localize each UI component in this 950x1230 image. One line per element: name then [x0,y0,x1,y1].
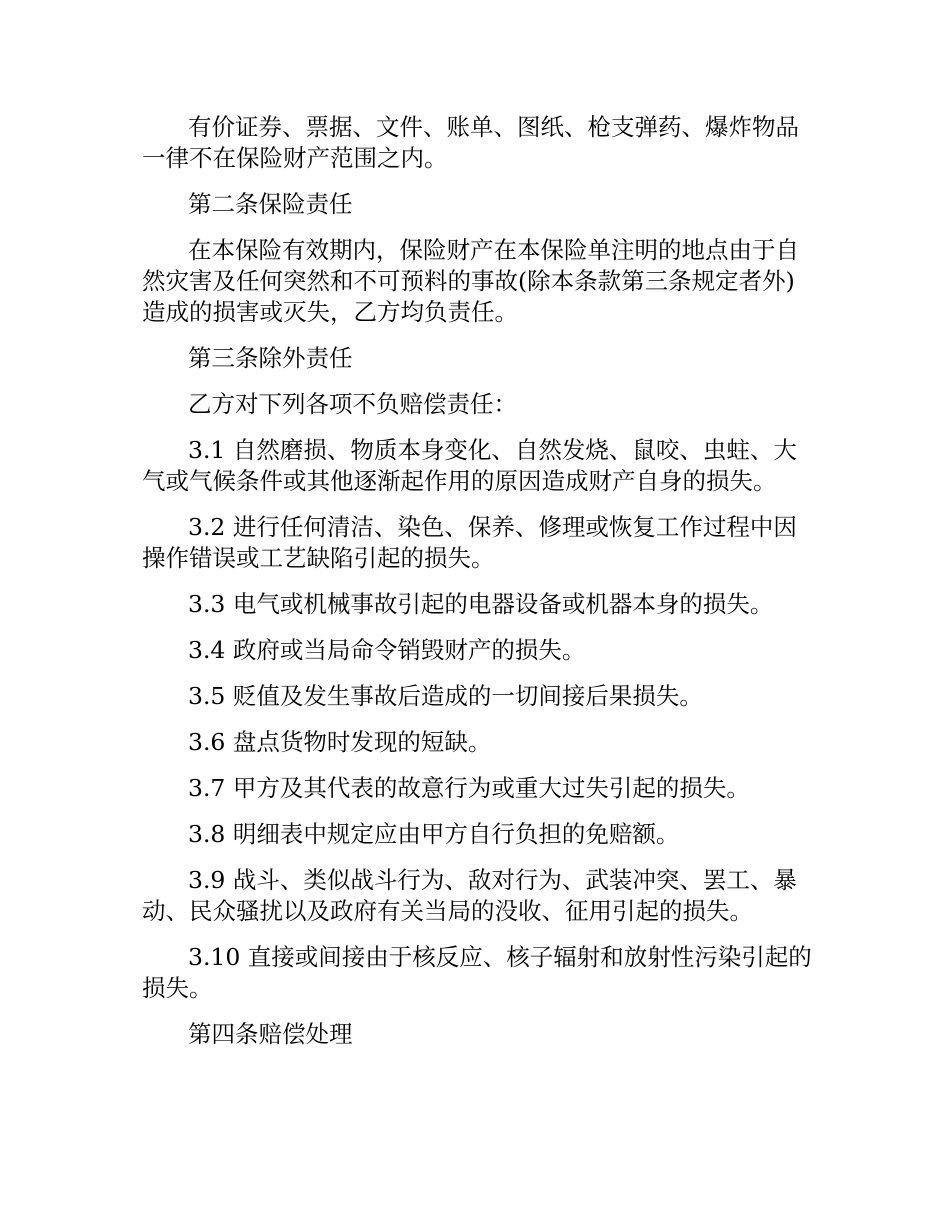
paragraph-insurance-liability: 在本保险有效期内，保险财产在本保险单注明的地点由于自然灾害及任何突然和不可预料的事故(除本条款第三条规定者外)造成的损害或灭失，乙方均负责任。 [142,236,799,326]
heading-article-4: 第四条赔偿处理 [188,1020,353,1048]
clause-3-7: 3.7 甲方及其代表的故意行为或重大过失引起的损失。 [188,774,750,802]
heading-article-2: 第二条保险责任 [188,190,353,218]
clause-3-6: 3.6 盘点货物时发现的短缺。 [188,728,492,756]
clause-3-8: 3.8 明细表中规定应由甲方自行负担的免赔额。 [188,820,680,848]
clause-3-4: 3.4 政府或当局命令销毁财产的损失。 [188,636,586,664]
paragraph-excluded-property: 有价证券、票据、文件、账单、图纸、枪支弹药、爆炸物品一律不在保险财产范围之内。 [142,113,799,172]
document-page [142,112,814,1065]
heading-article-3: 第三条除外责任 [188,344,353,372]
paragraph-exclusion-intro: 乙方对下列各项不负赔偿责任： [188,390,517,418]
clause-3-2: 3.2 进行任何清洁、染色、保养、修理或恢复工作过程中因操作错误或工艺缺陷引起的损失。 [142,513,797,572]
clause-3-3: 3.3 电气或机械事故引起的电器设备或机器本身的损失。 [188,590,774,618]
clause-3-9: 3.9 战斗、类似战斗行为、敌对行为、武装冲突、罢工、暴动、民众骚扰以及政府有关当局的没收、征用引起的损失。 [142,866,797,925]
clause-3-5: 3.5 贬值及发生事故后造成的一切间接后果损失。 [188,682,703,710]
clause-3-1: 3.1 自然磨损、物质本身变化、自然发烧、鼠咬、虫蛀、大气或气候条件或其他逐渐起作用的原因造成财产自身的损失。 [142,436,797,495]
clause-3-10: 3.10 直接或间接由于核反应、核子辐射和放射性污染引起的损失。 [142,943,812,1002]
